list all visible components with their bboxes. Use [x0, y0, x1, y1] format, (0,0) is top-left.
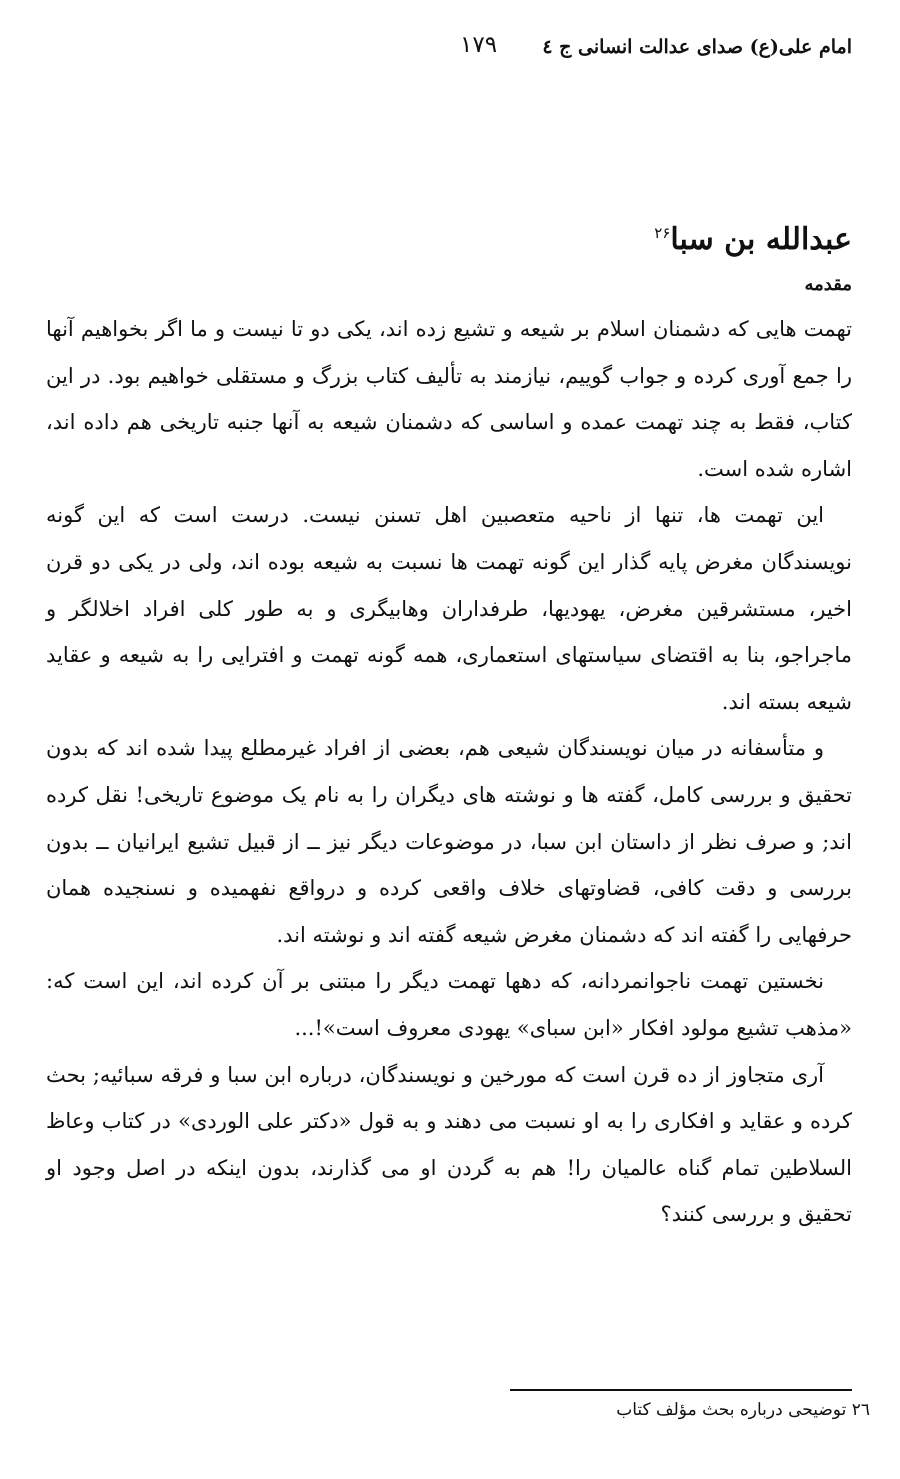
footnote-reference: ۲۶ [654, 224, 671, 242]
paragraph: و متأسفانه در میان نویسندگان شیعی هم، بعضی از افراد غیرمطلع پیدا شده اند که بدون تحقیق و بررسی کامل، گفته ها و نوشته های دیگران را به نام یک موضوع تاریخی! نقل کرده اند; و صرف نظر از داستان ابن سبا، در موضوعات دیگر نیز ــ از قبیل تشیع ایرانیان ــ بدون بررسی و دقت کافی، قضاوتهای خلاف واقعی کرده و درواقع نفهمیده و نسنجیده همان حرفهایی را گفته اند که دشمنان مغرض شیعه گفته اند و نوشته اند. [46, 736, 852, 947]
book-title: امام علی(ع) صدای عدالت انسانی ج ٤ [542, 36, 852, 58]
paragraph: آری متجاوز از ده قرن است که مورخین و نویسندگان، درباره ابن سبا و فرقه سبائیه; بحث کرده و عقاید و افکاری را به او نسبت می دهند و به قول «دکتر علی الوردی» در کتاب وعاظ السلاطین تمام گناه عالمیان را! هم به گردن او می گذارند، بدون اینکه در اصل وجود او تحقیق و بررسی کنند؟ [46, 1062, 852, 1227]
paragraph: نخستین تهمت ناجوانمردانه، که دهها تهمت دیگر را مبتنی بر آن کرده اند، این است که: «مذهب تشیع مولود افکار «ابن سبای» یهودی معروف است»!... [46, 969, 852, 1040]
footnote: ٢٦ توضیحی درباره بحث مؤلف کتاب [616, 1400, 870, 1420]
section-title: مقدمه [804, 274, 852, 295]
paragraph: تهمت هایی که دشمنان اسلام بر شیعه و تشیع زده اند، یکی دو تا نیست و ما اگر بخواهیم آنها را جمع آوری کرده و جواب گوییم، نیازمند به تألیف کتاب بزرگ و مستقلی خواهیم بود. در این کتاب، فقط به چند تهمت عمده و اساسی که دشمنان شیعه به آنها جنبه تاریخی هم داده اند، اشاره شده است. [46, 317, 852, 481]
page-number: ۱۷۹ [460, 32, 498, 58]
running-header [48, 32, 852, 76]
paragraph: این تهمت ها، تنها از ناحیه متعصبین اهل تسنن نیست. درست است که این گونه نویسندگان مغرض پایه گذار این گونه تهمت ها نسبت به شیعه بوده اند، ولی در یکی دو قرن اخیر، مستشرقین مغرض، یهودیها، طرفداران وهابیگری و به طور کلی افراد اخلالگر و ماجراجو، بنا به اقتضای سیاستهای استعماری، همه گونه تهمت و افترایی را به شیعه و عقاید شیعه بسته اند. [46, 503, 852, 714]
chapter-title [654, 222, 852, 257]
body-text [46, 306, 852, 1238]
chapter-title-text: عبدالله بن سبا [670, 222, 852, 257]
footnote-divider [510, 1389, 852, 1391]
